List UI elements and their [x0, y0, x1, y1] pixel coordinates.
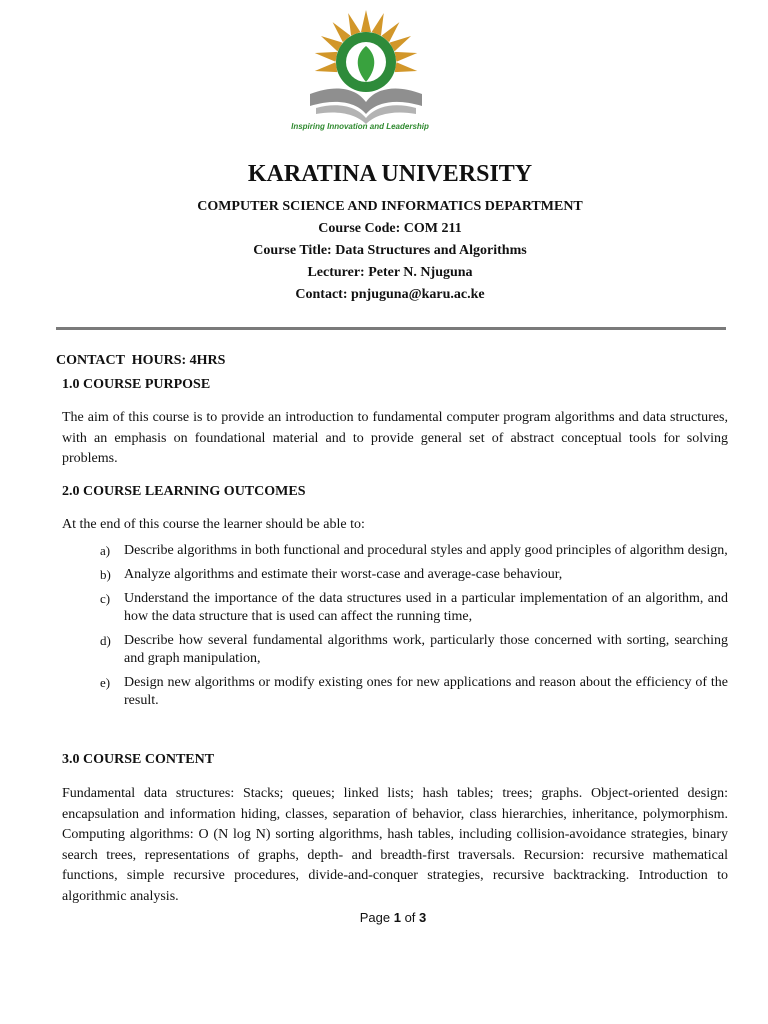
- list-item-text: Design new algorithms or modify existing ones for new applications and reason about the efficiency of the result.: [124, 675, 728, 708]
- page-number: 1: [393, 910, 401, 925]
- list-item-text: Understand the importance of the data structures used in a particular implementation of an algorithm, and how the data structure that is used can affect the running time,: [124, 591, 728, 624]
- list-item: [62, 632, 728, 668]
- university-title: KARATINA UNIVERSITY: [247, 161, 533, 187]
- list-marker: a): [100, 543, 111, 558]
- header-divider: [56, 327, 726, 330]
- page-footer: [0, 910, 768, 925]
- contact-hours: CONTACT HOURS: 4HRS: [56, 353, 226, 368]
- lecturer-line: Lecturer: Peter N. Njuguna: [307, 265, 473, 280]
- list-marker: e): [100, 675, 111, 690]
- list-marker: c): [100, 591, 111, 606]
- outcomes-list: [62, 542, 728, 716]
- course-code-line: Course Code: COM 211: [318, 221, 462, 236]
- page-word: Page: [359, 910, 391, 925]
- list-item-text: Describe algorithms in both functional and procedural styles and apply good principles of algorithm design,: [124, 543, 728, 558]
- outcomes-heading: 2.0 COURSE LEARNING OUTCOMES: [62, 484, 306, 499]
- course-title-line: Course Title: Data Structures and Algorithms: [253, 243, 527, 258]
- content-text: Fundamental data structures: Stacks; queues; linked lists; hash tables; trees; graphs. Object-oriented design: encapsulation and information hiding, classes, separation of behavior, class hierarchies, inheritance, polymorphism. Computing algorithms: O (N log N) sorting algorithms, hash tables, including collision-avoidance strategies, binary search trees, representations of graphs, depth- and breadth-first traversals. Recursion: recursive mathematical functions, simple recursive procedures, divide-and-conquer strategies, recursive backtracking. Introduction to algorithmic analysis.: [62, 786, 728, 904]
- purpose-heading: 1.0 COURSE PURPOSE: [62, 377, 211, 392]
- department-line: COMPUTER SCIENCE AND INFORMATICS DEPARTMENT: [197, 199, 583, 214]
- list-item-text: Describe how several fundamental algorithms work, particularly those concerned with sorting, searching and graph manipulation,: [124, 633, 728, 666]
- list-marker: b): [100, 567, 111, 582]
- list-item: [62, 674, 728, 710]
- list-item-text: Analyze algorithms and estimate their worst-case and average-case behaviour,: [124, 567, 563, 582]
- of-word: of: [404, 910, 416, 925]
- contact-line: Contact: pnjuguna@karu.ac.ke: [295, 287, 485, 302]
- open-book-icon: [310, 88, 422, 124]
- outcomes-intro: At the end of this course the learner should be able to:: [62, 517, 365, 532]
- list-marker: d): [100, 633, 111, 648]
- list-item: [62, 542, 728, 560]
- purpose-text: The aim of this course is to provide an introduction to fundamental computer program algorithms and data structures, with an emphasis on foundational material and to provide general set of abstract conceptual tools for solving problems.: [62, 410, 728, 466]
- logo-emblem-icon: [296, 10, 436, 136]
- logo-tagline: Inspiring Innovation and Leadership: [291, 122, 429, 131]
- list-item: [62, 566, 728, 584]
- page-total: 3: [419, 910, 427, 925]
- content-heading: 3.0 COURSE CONTENT: [62, 752, 215, 767]
- list-item: [62, 590, 728, 626]
- university-logo: [296, 10, 436, 136]
- document-header: [0, 158, 768, 306]
